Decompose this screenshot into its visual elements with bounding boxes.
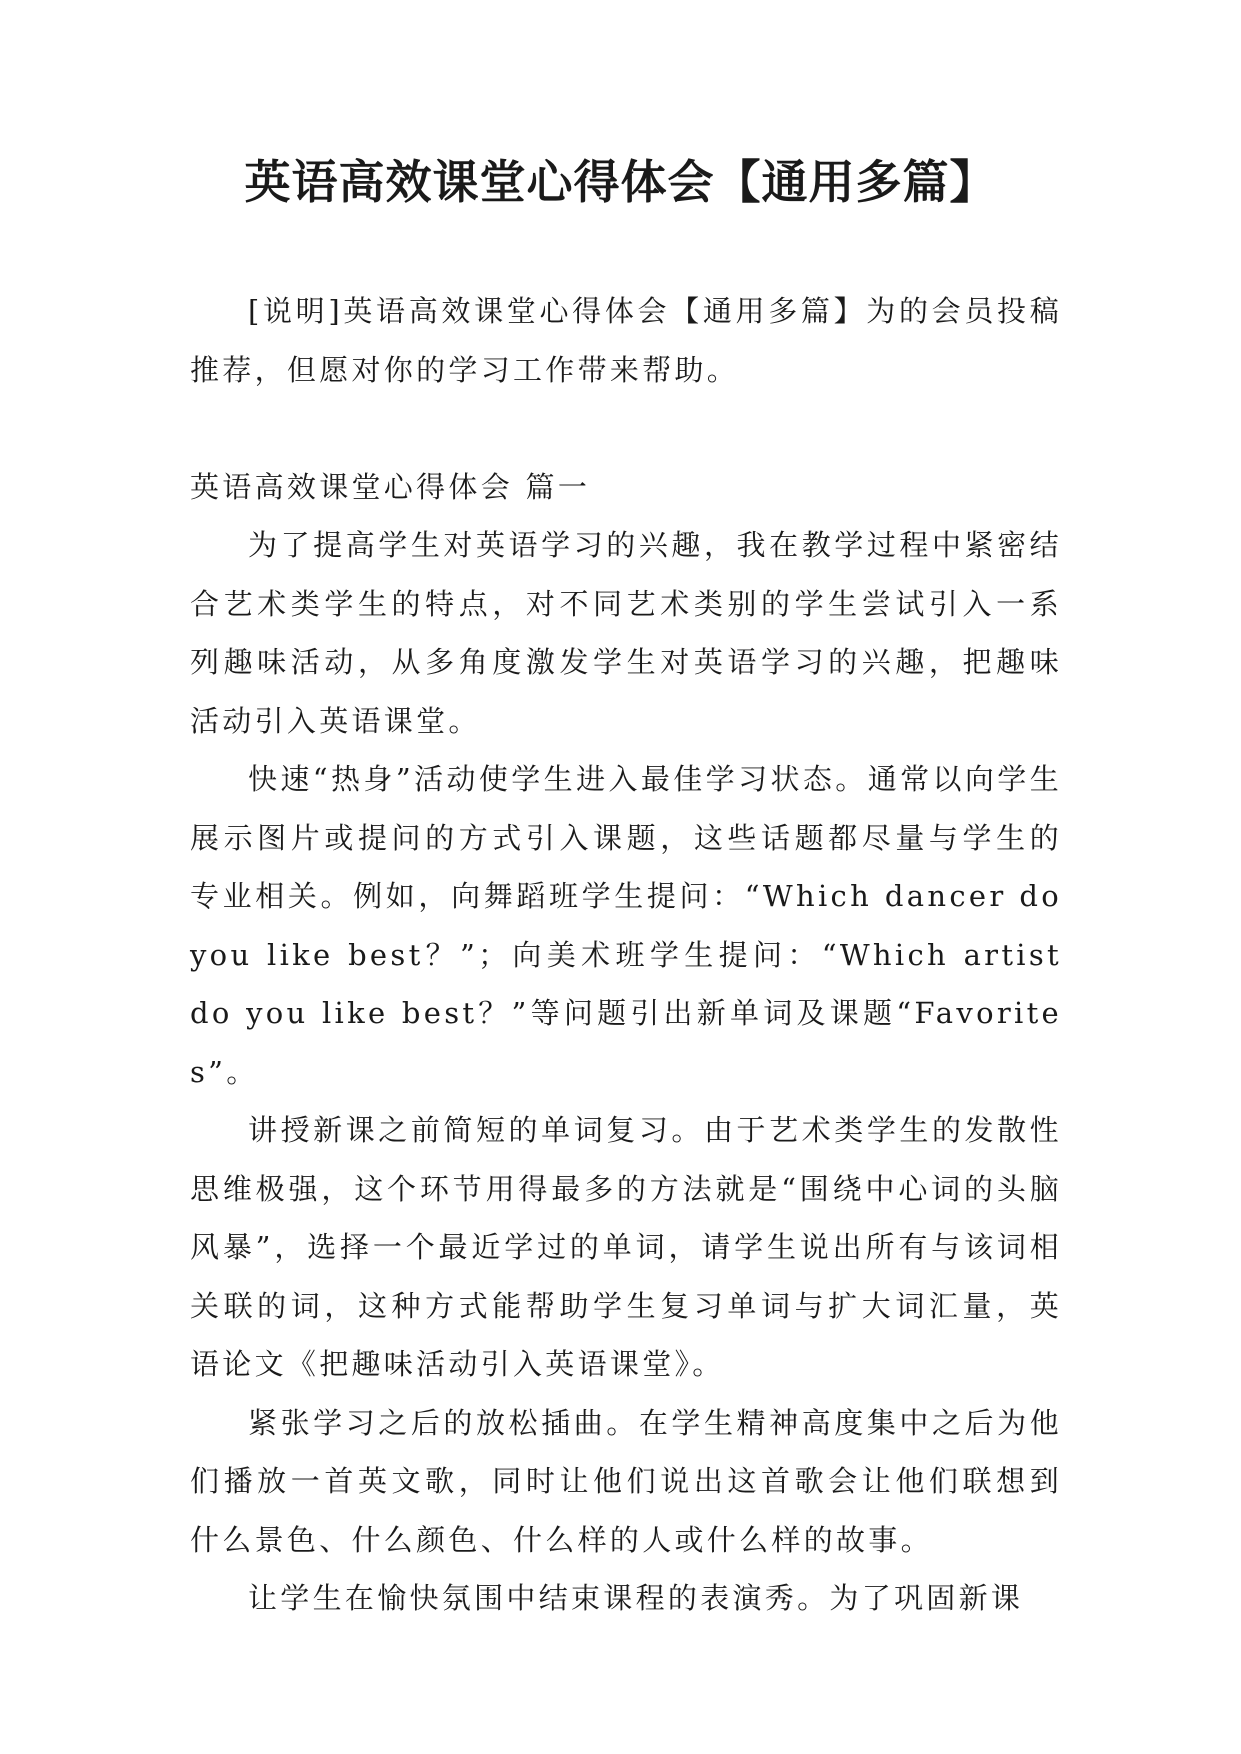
body-paragraph-1: 为了提高学生对英语学习的兴趣，我在教学过程中紧密结合艺术类学生的特点，对不同艺术类别的学生尝试引入一系列趣味活动，从多角度激发学生对英语学习的兴趣，把趣味活动引入英语课堂。 <box>190 528 1062 738</box>
section-heading: 英语高效课堂心得体会 篇一 <box>190 469 591 504</box>
document-body <box>190 282 1062 1628</box>
body-paragraph-4: 紧张学习之后的放松插曲。在学生精神高度集中之后为他们播放一首英文歌，同时让他们说出这首歌会让他们联想到什么景色、什么颜色、什么样的人或什么样的故事。 <box>190 1405 1062 1557</box>
paragraph-gap <box>190 399 1062 458</box>
intro-paragraph: [说明]英语高效课堂心得体会【通用多篇】为的会员投稿推荐，但愿对你的学习工作带来帮助。 <box>190 294 1062 387</box>
body-paragraph-3: 讲授新课之前简短的单词复习。由于艺术类学生的发散性思维极强，这个环节用得最多的方法就是“围绕中心词的头脑风暴”，选择一个最近学过的单词，请学生说出所有与该词相关联的词，这种方式能帮助学生复习单词与扩大词汇量，英语论文《把趣味活动引入英语课堂》。 <box>190 1113 1062 1381</box>
document-title: 英语高效课堂心得体会【通用多篇】 <box>244 155 997 209</box>
body-paragraph-2: 快速“热身”活动使学生进入最佳学习状态。通常以向学生展示图片或提问的方式引入课题，这些话题都尽量与学生的专业相关。例如，向舞蹈班学生提问：“Which dancer do you like best？”；向美术班学生提问：“Which artist do you like best？”等问题引出新单词及课题“Favorites”。 <box>190 762 1062 1089</box>
body-paragraph-5: 让学生在愉快氛围中结束课程的表演秀。为了巩固新课 <box>248 1581 1024 1615</box>
